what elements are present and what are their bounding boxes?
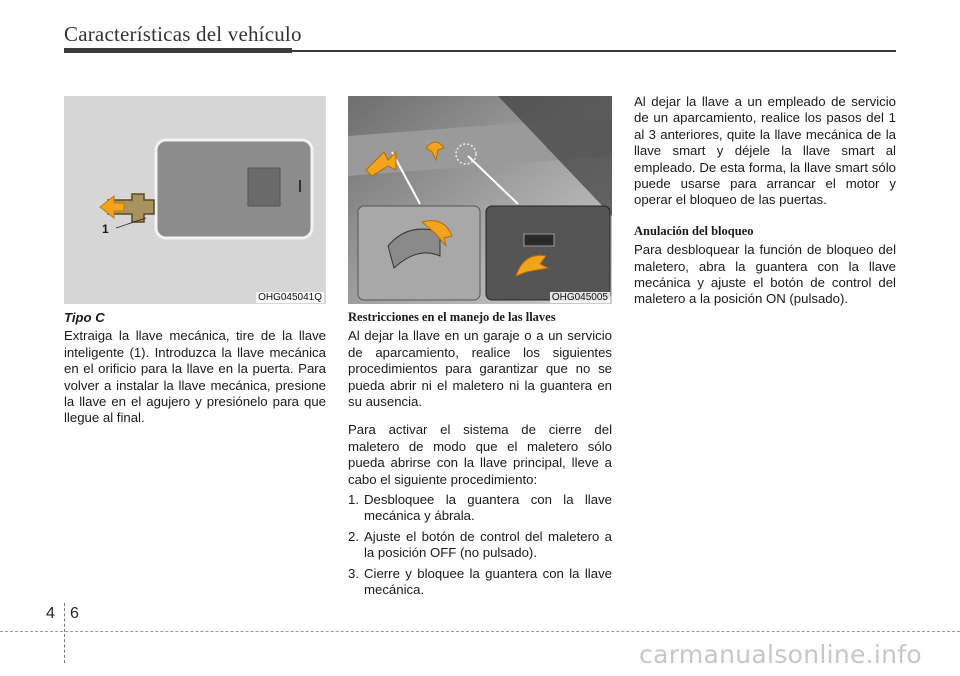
page-header-title: Características del vehículo [64,22,302,46]
paragraph: Extraiga la llave mecánica, tire de la llave inteligente (1). Introduzca la llave mecánica en el orificio para la llave en la puerta. Para volver a instalar la llave mecánica, presione la llave en el agujero y presiónelo para que llegue al final. [64,328,326,426]
left-column [64,310,326,427]
header-rule-thin [292,50,896,52]
page-number: 6 [70,605,79,622]
subheading-tipo-c: Tipo C [64,310,105,325]
footer-rule [0,631,960,632]
step-text: Desbloquee la guantera con la llave mecánica y ábrala. [364,492,612,524]
list-item [348,529,612,562]
step-number: 3. [348,565,359,581]
callout-number: 1 [102,222,109,236]
figure-glovebox [348,96,612,304]
paragraph: Para activar el sistema de cierre del maletero de modo que el maletero sólo pueda abrirse con la llave principal, lleve a cabo el siguiente procedimiento: [348,422,612,487]
section-heading: Anulación del bloqueo [634,223,754,238]
section-heading: Restricciones en el manejo de las llaves [348,310,556,324]
step-number: 2. [348,528,359,544]
glovebox-illustration [348,96,612,304]
list-item [348,492,612,525]
right-column [634,94,896,308]
watermark: carmanualsonline.info [639,640,922,669]
smart-key-illustration [64,96,326,304]
figure-smart-key [64,96,326,304]
paragraph: Para desbloquear la función de bloqueo del maletero, abra la guantera con la llave mecánica y ajuste el botón de control del maletero a la posición ON (pulsado). [634,242,896,307]
step-text: Cierre y bloquee la guantera con la llave mecánica. [364,565,612,598]
paragraph: Al dejar la llave a un empleado de servicio de un aparcamiento, realice los pasos del 1 al 3 anteriores, quite la llave mecánica de la llave smart y déjele la llave smart al empleado. De esta forma, la llave smart sólo puede usarse para arrancar el motor y operar el bloqueo de las puertas. [634,94,896,208]
steps-list [348,492,612,598]
list-item [348,566,612,599]
figure-code: OHG045041Q [258,292,322,303]
step-number: 1. [348,492,359,508]
step-text: Ajuste el botón de control del maletero a la posición OFF (no pulsado). [364,528,612,561]
footer-divider [64,603,66,663]
chapter-number: 4 [46,605,55,622]
middle-column [348,309,612,603]
header-rule-thick [64,48,292,53]
paragraph: Al dejar la llave en un garaje o a un servicio de aparcamiento, realice los siguientes procedimientos para garantizar que no se pueda abrir ni el maletero ni la guantera en su ausencia. [348,328,612,410]
figure-code: OHG045005 [551,292,608,303]
